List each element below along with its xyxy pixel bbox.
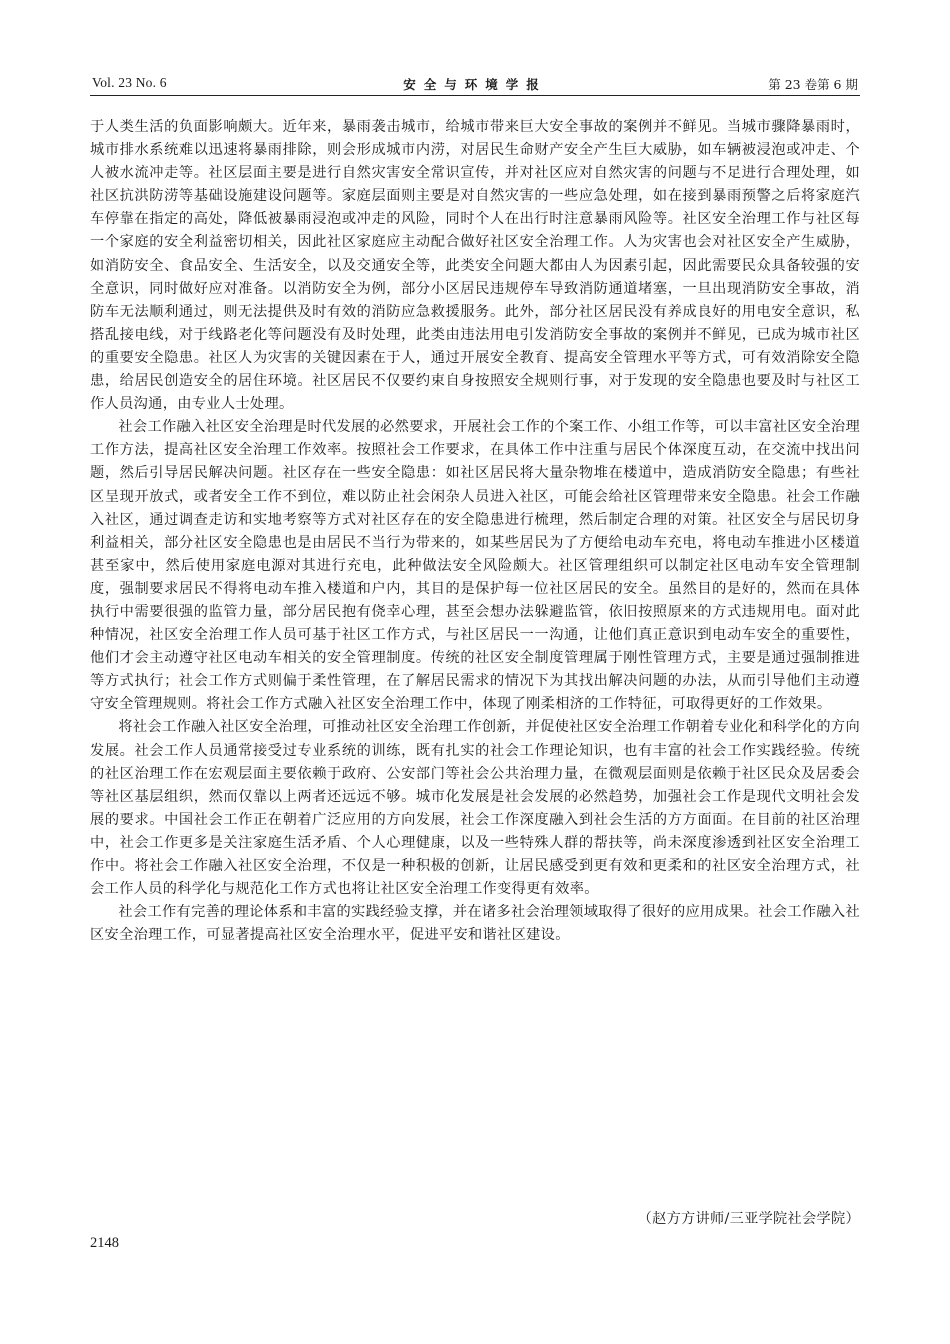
- author-affiliation: （赵方方讲师/三亚学院社会学院）: [637, 1211, 860, 1227]
- volume-issue-en: Vol. 23 No. 6: [92, 75, 167, 90]
- paragraph: 将社会工作融入社区安全治理，可推动社区安全治理工作创新，并促使社区安全治理工作朝着专业化和科学化的方向发展。社会工作人员通常接受过专业系统的训练，既有扎实的社会工作理论知识，也有丰富的社会工作实践经验。传统的社区治理工作在宏观层面主要依赖于政府、公安部门等社会公共治理力量，在微观层面则是依赖于社区民众及居委会等社区基层组织，然而仅靠以上两者还远远不够。城市化发展是社会发展的必然趋势，加强社会工作是现代文明社会发展的要求。中国社会工作正在朝着广泛应用的方向发展，社会工作深度融入到社会生活的方方面面。在目前的社区治理中，社会工作更多是关注家庭生活矛盾、个人心理健康，以及一些特殊人群的帮扶等，尚未深度渗透到社区安全治理工作中。将社会工作融入社区安全治理，不仅是一种积极的创新，让居民感受到更有效和更柔和的社区安全治理方式，社会工作人员的科学化与规范化工作方式也将让社区安全治理工作变得更有效率。: [90, 719, 860, 898]
- article-body: [90, 116, 860, 947]
- paragraph: 社会工作融入社区安全治理是时代发展的必然要求，开展社会工作的个案工作、小组工作等，可以丰富社区安全治理工作方法，提高社区安全治理工作效率。按照社会工作要求，在具体工作中注重与居民个体深度互动，在交流中找出问题，然后引导居民解决问题。社区存在一些安全隐患：如社区居民将大量杂物堆在楼道中，造成消防安全隐患；有些社区呈现开放式，或者安全工作不到位，难以防止社会闲杂人员进入社区，可能会给社区管理带来安全隐患。社会工作融入社区，通过调查走访和实地考察等方式对社区存在的安全隐患进行梳理，然后制定合理的对策。社区安全与居民切身利益相关，部分社区安全隐患也是由居民不当行为带来的，如某些居民为了方便给电动车充电，将电动车推进小区楼道甚至家中，然后使用家庭电源对其进行充电，此种做法安全风险颇大。社区管理组织可以制定社区电动车安全管理制度，强制要求居民不得将电动车推入楼道和户内，其目的是保护每一位社区居民的安全。虽然目的是好的，然而在具体执行中需要很强的监管力量，部分居民抱有侥幸心理，甚至会想办法躲避监管，依旧按照原来的方式违规用电。面对此种情况，社区安全治理工作人员可基于社区工作方式，与社区居民一一沟通，让他们真正意识到电动车安全的重要性，他们才会主动遵守社区电动车相关的安全管理制度。传统的社区安全制度管理属于刚性管理方式，主要是通过强制推进等方式执行；社会工作方式则偏于柔性管理，在了解居民需求的情况下为其找出解决问题的办法，从而引导他们主动遵守安全管理规则。将社会工作方式融入社区安全治理工作中，体现了刚柔相济的工作特征，可取得更好的工作效果。: [90, 419, 860, 713]
- journal-title: 安全与环境学报: [403, 77, 547, 92]
- paragraph-continued: 于人类生活的负面影响颇大。近年来，暴雨袭击城市，给城市带来巨大安全事故的案例并不鲜见。当城市骤降暴雨时，城市排水系统难以迅速将暴雨排除，则会形成城市内涝，对居民生命财产安全产生巨大威胁，如车辆被浸泡或冲走、个人被水流冲走等。社区层面主要是进行自然灾害安全常识宣传，并对社区应对自然灾害的问题与不足进行合理处理，如社区抗洪防涝等基础设施建设问题等。家庭层面则主要是对自然灾害的一些应急处理，如在接到暴雨预警之后将家庭汽车停靠在指定的高处，降低被暴雨浸泡或冲走的风险，同时个人在出行时注意暴雨风险等。社区安全治理工作与社区每一个家庭的安全利益密切相关，因此社区家庭应主动配合做好社区安全治理工作。人为灾害也会对社区安全产生威胁，如消防安全、食品安全、生活安全，以及交通安全等，此类安全问题大都由人为因素引起，因此需要民众具备较强的安全意识，同时做好应对准备。以消防安全为例，部分小区居民违规停车导致消防通道堵塞，一旦出现消防安全事故，消防车无法顺利通过，则无法提供及时有效的消防应急救援服务。此外，部分社区居民没有养成良好的用电安全意识，私搭乱接电线，对于线路老化等问题没有及时处理，此类由违法用电引发消防安全事故的案例并不鲜见，已成为城市社区的重要安全隐患。社区人为灾害的关键因素在于人，通过开展安全教育、提高安全管理水平等方式，可有效消除安全隐患，给居民创造安全的居住环境。社区居民不仅要约束自身按照安全规则行事，对于发现的安全隐患也要及时与社区工作人员沟通，由专业人士处理。: [90, 119, 860, 413]
- paragraph: 社会工作有完善的理论体系和丰富的实践经验支撑，并在诸多社会治理领域取得了很好的应用成果。社会工作融入社区安全治理工作，可显著提高社区安全治理水平，促进平安和谐社区建设。: [90, 904, 860, 944]
- page-number: 2148: [90, 1235, 119, 1251]
- volume-issue-cn: 第 23 卷第 6 期: [768, 77, 858, 92]
- running-header: [90, 71, 860, 96]
